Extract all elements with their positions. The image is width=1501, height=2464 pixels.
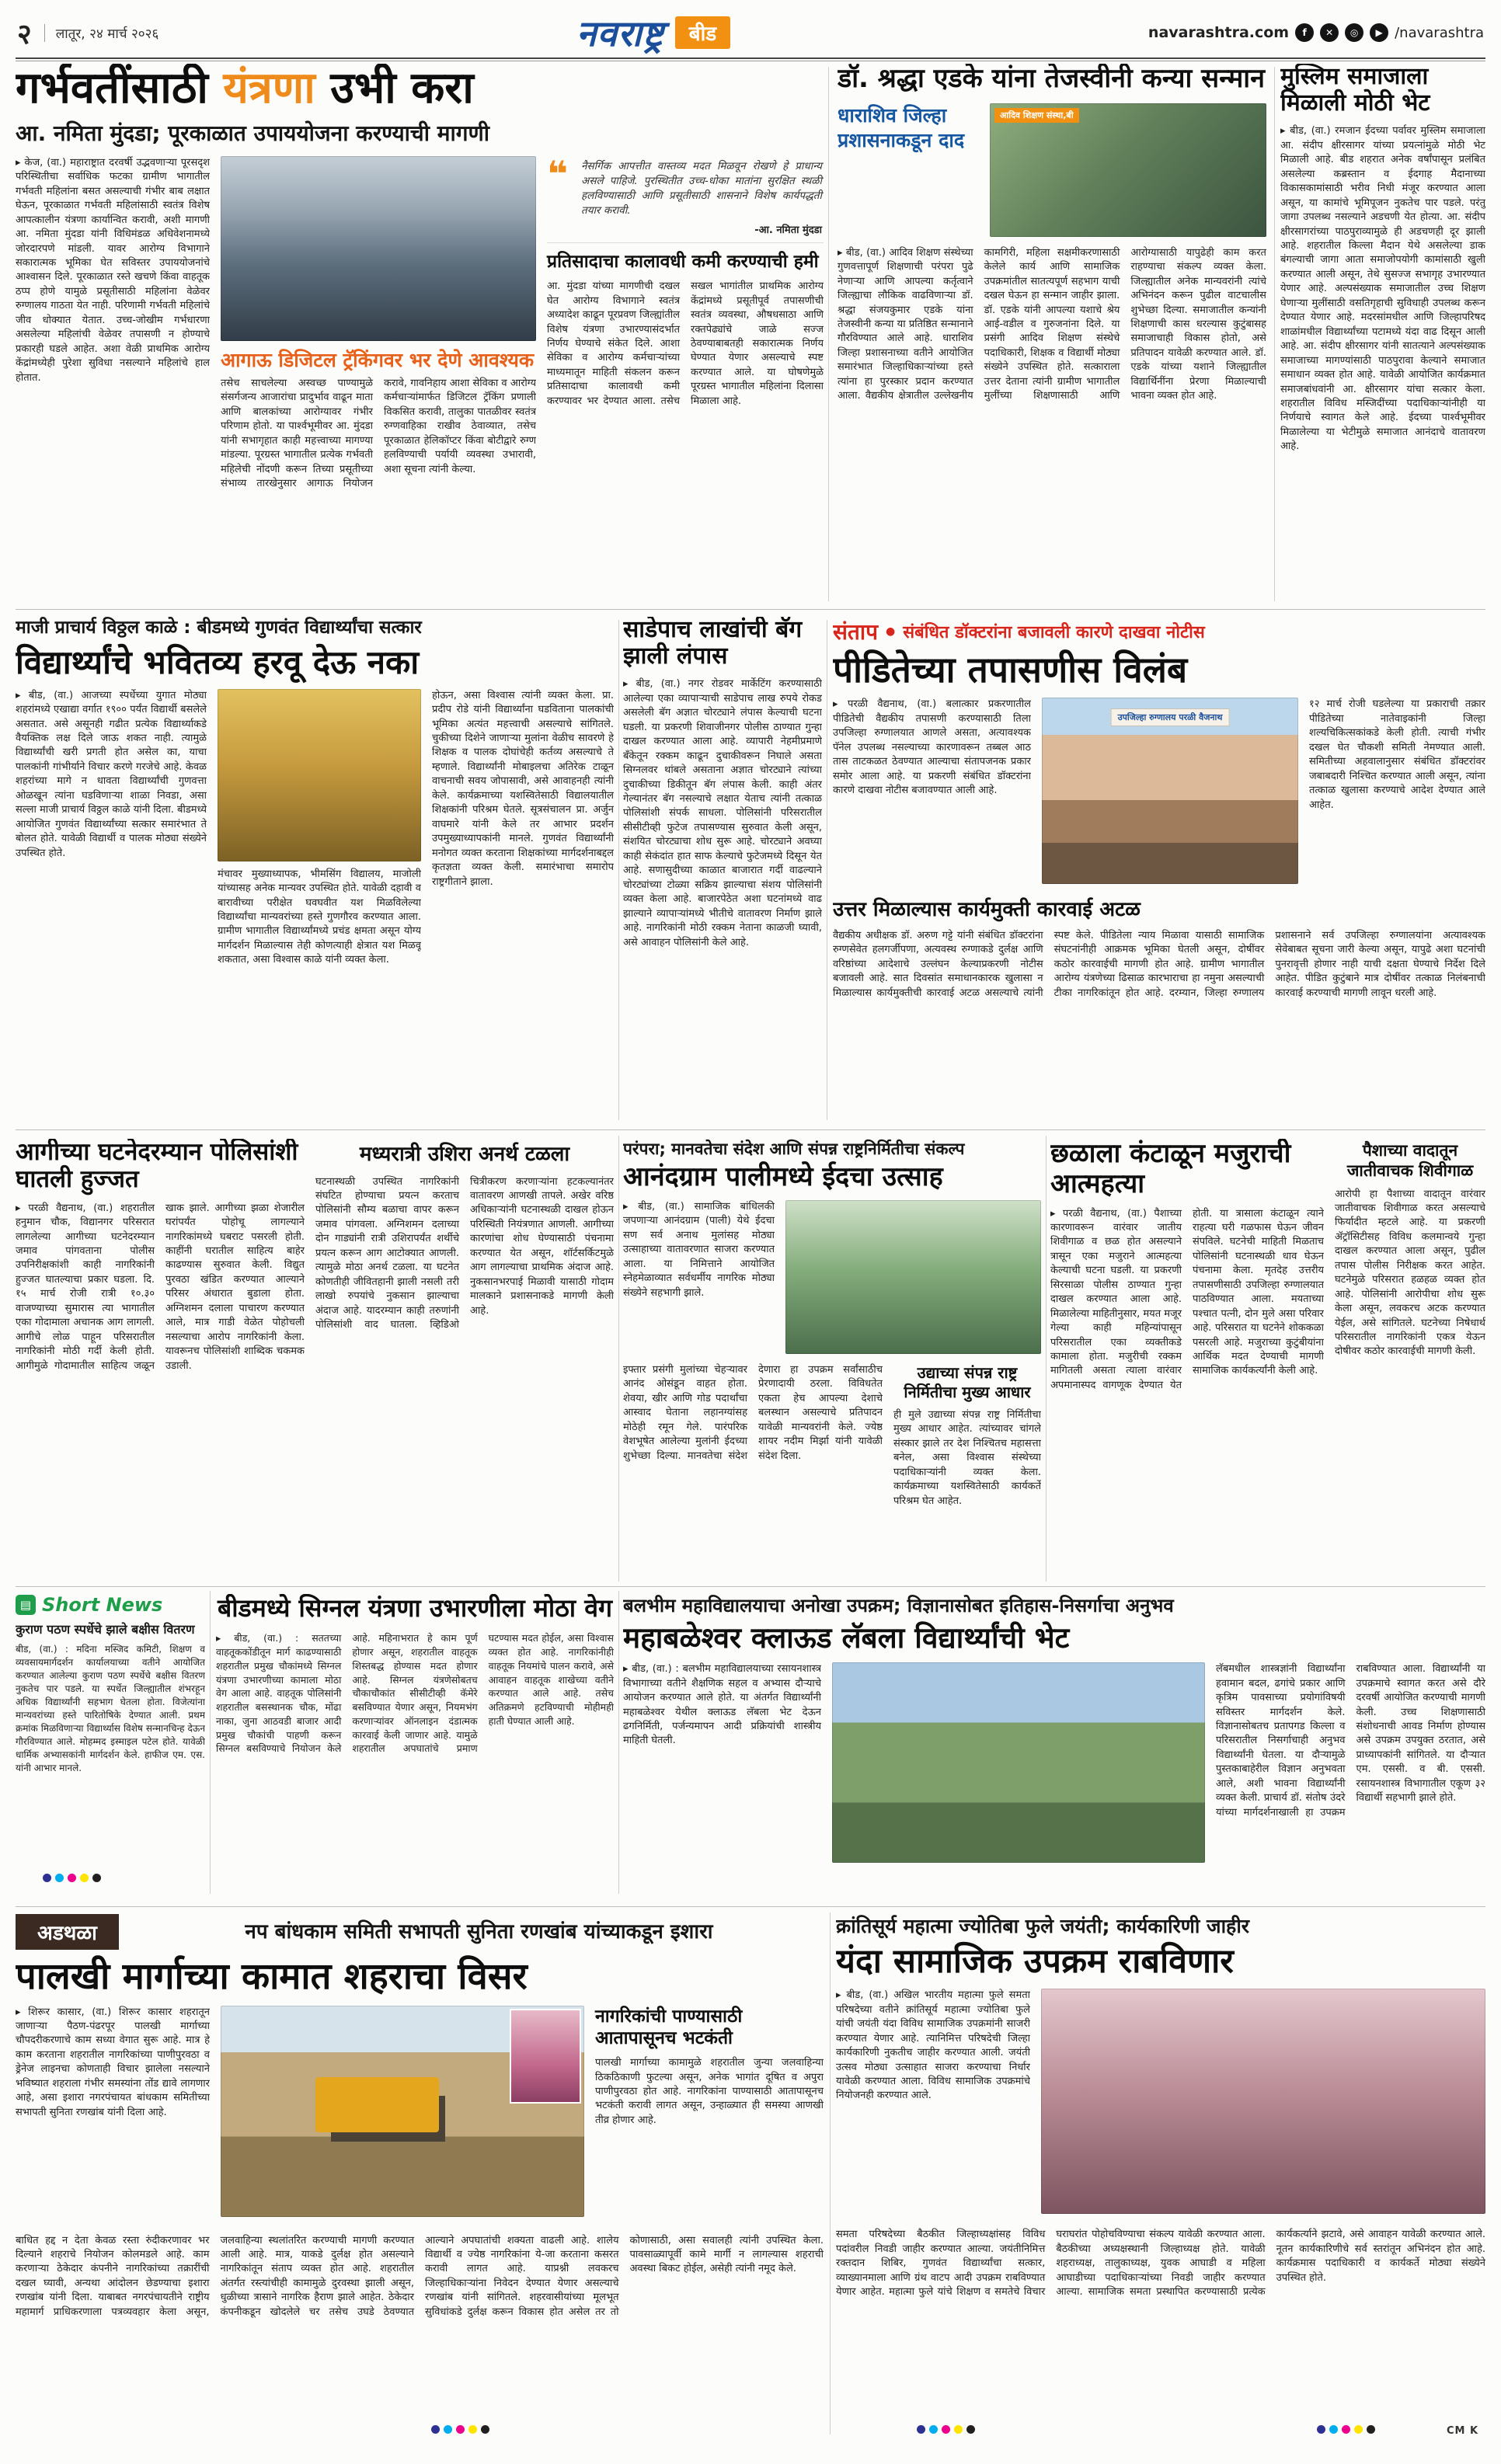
social-handle: /navarashtra (1395, 24, 1484, 41)
suicide-subhead: पैशाच्या वादातून जातीवाचक शिवीगाळ (1346, 1141, 1474, 1181)
article-palkhi (16, 1914, 824, 2439)
tejaswini-body: ▸ बीड, (वा.) आदिव शिक्षण संस्थेच्या गुणवत्तापूर्ण शिक्षणाची परंपरा पुढे नेणाऱ्या आणि आपल्या कर्तृत्वाने जिल्ह्याचा लौकिक वाढविणाऱ्या डॉ. श्रद्धा संजयकुमार एडके यांना तेजस्वीनी कन्या या प्रतिष्ठित सन्मानाने गौरविण्यात आले आहे. धाराशिव जिल्हा प्रशासनाच्या वतीने आयोजित समारंभात जिल्हाधिकाऱ्यांच्या हस्ते त्यांना हा पुरस्कार प्रदान करण्यात आला. वैद्यकीय क्षेत्रातील उल्लेखनीय कामगिरी, महिला सक्षमीकरणासाठी केलेले कार्य आणि सामाजिक उपक्रमांतील सातत्यपूर्ण सहभाग याची दखल घेऊन हा सन्मान जाहीर झाला. डॉ. एडके यांनी आपल्या यशाचे श्रेय आई-वडील व गुरुजनांना दिले. या प्रसंगी आदिव शिक्षण संस्थेचे पदाधिकारी, शिक्षक व विद्यार्थी मोठ्या संख्येने उपस्थित होते. सत्काराला उत्तर देताना त्यांनी ग्रामीण भागातील मुलींच्या शिक्षणासाठी आणि आरोग्यासाठी यापुढेही काम करत राहण्याचा संकल्प व्यक्त केला. जिल्ह्यातील अनेक मान्यवरांनी त्यांचे अभिनंदन करून पुढील वाटचालीस शुभेच्छा दिल्या. समाजातील कन्यांनी शिक्षणाची कास धरल्यास कुटुंबासह समाजाचाही विकास होतो, असे प्रतिपादन यावेळी करण्यात आले. डॉ. एडके यांच्या यशाने जिल्ह्यातील विद्यार्थिनींना प्रेरणा मिळाल्याची भावना व्यक्त होत आहे. (838, 246, 1266, 402)
photo-label: आदिव शिक्षण संस्था,बी (994, 108, 1079, 123)
suicide-headline: छळाला कंटाळून मजुराची आत्महत्या (1050, 1139, 1291, 1199)
lead-body-2: तसेच साचलेल्या अस्वच्छ पाण्यामुळे संसर्गजन्य आजारांचा प्रादुर्भाव वाढून माता आणि बालकांच्या आरोग्यावर गंभीर परिणाम होतो. या पार्श्वभूमीवर आ. मुंदडा यांनी सभागृहात काही महत्त्वाच्या मागण्या मांडल्या. पूरग्रस्त भागातील प्रत्येक गर्भवती महिलेची नोंदणी करून तिच्या प्रसूतीच्या संभाव्य तारखेनुसार आगाऊ नियोजन करावे, गावनिहाय आशा सेविका व आरोग्य कर्मचाऱ्यांमार्फत डिजिटल ट्रॅकिंग प्रणाली विकसित करावी, तालुका पातळीवर स्वतंत्र रुग्णवाहिका राखीव ठेवाव्यात, तसेच पूरकाळात हेलिकॉप्टर किंवा बोटीद्वारे रुग्ण हलविण्याची पर्यायी व्यवस्था उभारावी, अशा सूचना त्यांनी केल्या. (221, 377, 536, 489)
phule-body-2: समता परिषदेच्या बैठकीत जिल्हाध्यक्षांसह विविध पदांवरील निवडी जाहीर करण्यात आल्या. जयंतीनिमित्त रक्तदान शिबिर, गुणवंत विद्यार्थ्यांचा सत्कार, व्याख्यानमाला आणि ग्रंथ वाटप आदी उपक्रम राबविण्यात येणार आहेत. महात्मा फुले यांचे शिक्षण व समतेचे विचार घराघरांत पोहोचविण्याचा संकल्प यावेळी करण्यात आला. बैठकीच्या अध्यक्षस्थानी जिल्हाध्यक्ष होते. यावेळी शहराध्यक्ष, तालुकाध्यक्ष, युवक आघाडी व महिला आघाडीच्या पदाधिकाऱ्यांच्या निवडी जाहीर करण्यात आल्या. सामाजिक समता प्रस्थापित करण्यासाठी प्रत्येक कार्यकर्त्याने झटावे, असे आवाहन यावेळी करण्यात आले. नूतन कार्यकारिणीचे सर्व स्तरांतून अभिनंदन होत आहे. कार्यक्रमास पदाधिकारी व कार्यकर्ते मोठ्या संख्येने उपस्थित होते. (836, 2229, 1485, 2299)
official-portrait-photo (510, 2009, 581, 2104)
article-students (16, 617, 614, 1122)
lead-headline: गर्भवतींसाठी यंत्रणा उभी करा (16, 64, 474, 113)
print-dots (1317, 2425, 1375, 2434)
column-divider (828, 67, 829, 601)
muslim-headline: मुस्लिम समाजाला मिळाली मोठी भेट (1280, 64, 1430, 117)
facebook-icon: f (1295, 23, 1314, 42)
students-middle-col (218, 689, 421, 1105)
phule-group-photo (1041, 1989, 1485, 2214)
instagram-icon: ◎ (1345, 23, 1363, 42)
palkhi-kicker: नप बांधकाम समिती सभापती सुनिता रणखांब यांच्याकडून इशारा (245, 1919, 713, 1944)
page-header (17, 12, 1484, 53)
construction-photo (221, 2006, 584, 2217)
cloudlab-group-photo (832, 1662, 1205, 1863)
section-rule (16, 1586, 1485, 1587)
article-cloudlab (623, 1594, 1485, 1898)
victim-body-2: १२ मार्च रोजी घडलेल्या या प्रकाराची तक्रार पीडितेच्या नातेवाइकांनी जिल्हा शल्यचिकित्सकांकडे केली होती. त्याची गंभीर दखल घेत चौकशी समिती नेमण्यात आली. समितीच्या अहवालानुसार संबंधित डॉक्टरांवर जबाबदारी निश्चित करण्यात आली असून, त्यांना तत्काळ खुलासा करण्याचे आदेश देण्यात आले आहेत. (1309, 698, 1485, 811)
fire-subhead: मध्यरात्री उशिरा अनर्थ टळला (359, 1143, 570, 1166)
print-dots (917, 2425, 975, 2434)
edition-badge: बीड (675, 16, 731, 49)
phule-headline: यंदा सामाजिक उपक्रम राबविणार (836, 1942, 1234, 1982)
eid-body-3: ही मुले उद्याच्या संपन्न राष्ट्र निर्मितीचा मुख्य आधार आहेत. त्यांच्यावर चांगले संस्कार झाले तर देश निश्चितच महासत्ता बनेल, असा विश्वास संस्थेच्या पदाधिकाऱ्यांनी व्यक्त केला. कार्यक्रमाच्या यशस्वितेसाठी कार्यकर्ते परिश्रम घेत आहेत. (893, 1409, 1041, 1507)
article-eid (623, 1139, 1041, 1578)
dateline: लातूर, २४ मार्च २०२६ (44, 24, 159, 42)
victim-kicker-row (833, 617, 1485, 646)
muslim-body: ▸ बीड, (वा.) रमजान ईदच्या पर्वावर मुस्लिम समाजाला आ. संदीप क्षीरसागर यांच्या प्रयत्नांमुळे मोठी भेट मिळाली आहे. बीड शहरात अनेक वर्षांपासून प्रलंबित असलेल्या कब्रस्तान व ईदगाह मैदानाच्या विकासकामांसाठी भरीव निधी मंजूर करण्यात आला असून, या कामांचे भूमिपूजन नुकतेच पार पडले. परंतु जागा उपलब्ध नसल्याने अडचणी येत होत्या. आ. संदीप क्षीरसागरांच्या पाठपुराव्यामुळे ही अडचणही दूर झाली आहे. शहरातील किल्ला मैदान येथे असलेल्या डाक बंगल्याची जागा आता समाजोपयोगी कामांसाठी खुली करण्यात आली असून, तेथे सुसज्ज सभागृह उभारण्यात येणार आहे. अल्पसंख्याक समाजातील उच्च शिक्षण घेणाऱ्या मुलींसाठी वसतिगृहाची सुविधाही उपलब्ध करून देण्यात येणार आहे. मदरसांमधील आणि जिल्हापरिषद शाळांमधील विद्यार्थ्यांच्या पटामध्ये यंदा वाढ दिसून आली आहे. आ. संदीप क्षीरसागर यांनी सातत्याने अल्पसंख्याक समाजाच्या मागण्यांसाठी पाठपुरावा केल्याने समाजात समाधान व्यक्त होत आहे. यावेळी आयोजित कार्यक्रमात समाजबांधवांनी आ. क्षीरसागर यांचा सत्कार केला. शहरातील विविध मस्जिदींच्या पदाधिकाऱ्यांनीही या निर्णयाचे स्वागत केले आहे. ईदच्या पार्श्वभूमीवर मिळालेल्या या भेटीमुळे समाजात आनंदाचे वातावरण आहे. (1280, 125, 1485, 453)
lead-middle-col (221, 156, 536, 588)
signal-body: ▸ बीड, (वा.) : सततच्या वाहतूककोंडीतून मार्ग काढण्यासाठी शहरातील प्रमुख चौकांमध्ये सिग्नल यंत्रणा उभारणीच्या कामाला मोठा वेग आला आहे. वाहतूक पोलिसांनी शहरातील बसस्थानक चौक, मोंढा नाका, जुना आठवडी बाजार आदी प्रमुख चौकांची पाहणी करून सिग्नल बसविण्याचे नियोजन केले आहे. महिनाभरात हे काम पूर्ण होणार असून, शहरातील वाहतूक शिस्तबद्ध होण्यास मदत होणार आहे. सिग्नल यंत्रणेसोबतच चौकाचौकांत सीसीटीव्ही कॅमेरे बसविण्यात येणार असून, नियमभंग करणाऱ्यांवर ऑनलाइन दंडात्मक कारवाई केली जाणार आहे. यामुळे शहरातील अपघातांचे प्रमाण घटण्यास मदत होईल, असा विश्वास व्यक्त होत आहे. नागरिकांनीही वाहतूक नियमांचे पालन करावे, असे आवाहन वाहतूक शाखेच्या वतीने करण्यात आले आहे. तसेच अतिक्रमणे हटविण्याची मोहीमही हाती घेण्यात आली आहे. (216, 1632, 614, 1755)
signal-headline: बीडमध्ये सिग्नल यंत्रणा उभारणीला मोठा वेग (217, 1594, 613, 1623)
short-news-body: बीड, (वा.) : मदिना मस्जिद कमिटी, शिक्षण व व्यवसायमार्गदर्शन कार्यालयाच्या वतीने आयोजित करण्यात आलेल्या कुराण पठण स्पर्धेचे बक्षीस वितरण नुकतेच पार पडले. या स्पर्धेत जिल्ह्यातील शंभरहून अधिक विद्यार्थ्यांनी सहभाग घेतला होता. विजेत्यांना मान्यवरांच्या हस्ते पारितोषिके देण्यात आली. प्रथम क्रमांक मिळविणाऱ्या विद्यार्थ्यास विशेष सन्मानचिन्ह देऊन गौरविण्यात आले. मोहम्मद इस्माइल पटेल होते. यावेळी धार्मिक अभ्यासकांनी मार्गदर्शन केले. हाफीज एम. एस. यांनी आभार मानले. (16, 1643, 205, 1774)
section-rule (16, 1129, 1485, 1130)
tejaswini-kicker: धाराशिव जिल्हा प्रशासनाकडून दाद (838, 103, 965, 152)
excavator-shape (315, 2077, 439, 2132)
column-divider (210, 1591, 211, 1894)
students-body-1: ▸ बीड, (वा.) आजच्या स्पर्धेच्या युगात मोठ्या शहरांमध्ये एखाद्या वर्गात १९०० पर्यंत विद्यार्थी बसलेले असतात. असे असूनही गढीत प्रत्येक विद्यार्थ्याकडे वैयक्तिक लक्ष दिले जाऊ शकत नाही. त्यामुळे विद्यार्थ्यांची खरी प्रगती होत असेल का, याचा पालकांनी गांभीर्याने विचार करणे गरजेचे आहे. केवळ शहरांच्या मागे न धावता विद्यार्थ्यांची गुणवत्ता ओळखून त्यांना घडविणाऱ्या शाळा निवडा, असा सल्ला माजी प्राचार्य विठ्ठल काळे यांनी दिला. बीडमध्ये आयोजित गुणवंत विद्यार्थ्यांच्या सत्कार समारंभात ते बोलत होते. यावेळी विद्यार्थी व पालक मोठ्या संख्येने उपस्थित होते. (16, 689, 207, 859)
column-divider (618, 1591, 619, 1894)
lead-subhead-3: प्रतिसादाचा कालावधी कमी करण्याची हमी (547, 252, 819, 273)
lead-body-3: आ. मुंदडा यांच्या मागणीची दखल घेत आरोग्य विभागाने स्वतंत्र अध्यादेश काढून पूरप्रवण जिल्ह्यांतील विशेष यंत्रणा उभारण्यासंदर्भात निर्णय घेण्याचे संकेत दिले. आशा सेविका व आरोग्य कर्मचाऱ्यांच्या माध्यमातून माहिती संकलन करून प्रतिसादाचा कालावधी कमी करण्यावर भर देण्यात आला. तसेच सखल भागांतील प्राथमिक आरोग्य केंद्रांमध्ये प्रसूतीपूर्व तपासणीची स्वतंत्र व्यवस्था, औषधसाठा आणि रक्तपेढ्यांचे जाळे सज्ज ठेवण्याबाबतही सकारात्मक निर्णय घेण्यात येणार असल्याचे स्पष्ट करण्यात आले. या घोषणेमुळे पूरग्रस्त भागातील महिलांना दिलासा मिळाला आहे. (547, 280, 824, 407)
x-icon: ✕ (1320, 23, 1339, 42)
felicitation-photo (990, 103, 1266, 237)
palkhi-body-1: ▸ शिरूर कासार, (वा.) शिरूर कासार शहरातून जाणाऱ्या पैठण-पंढरपूर पालखी मार्गाच्या चौपदरीकरणाचे काम सध्या वेगात सुरू आहे. मात्र हे काम करताना शहरातील नागरिकांच्या पाणीपुरवठा व ड्रेनेज लाइनचा कोणताही विचार झालेला नसल्याने भविष्यात शहराला गंभीर समस्यांना तोंड द्यावे लागणार आहे, असा इशारा नगरपंचायत बांधकाम समितीच्या सभापती सुनिता रणखांब यांनी दिला आहे. (16, 2006, 210, 2118)
page-number: २ (17, 18, 32, 50)
phule-body-1: ▸ बीड, (वा.) अखिल भारतीय महात्मा फुले समता परिषदेच्या वतीने क्रांतिसूर्य महात्मा ज्योतिबा फुले यांची जयंती यंदा विविध सामाजिक उपक्रमांनी साजरी करण्यात येणार आहे. त्यानिमित्त परिषदेची जिल्हा कार्यकारिणी नुकतीच जाहीर करण्यात आली. जयंती उत्सव मोठ्या उत्साहात साजरा करण्याचा निर्धार यावेळी करण्यात आला. विविध सामाजिक उपक्रमांचे नियोजनही करण्यात आले. (836, 1989, 1030, 2102)
article-tejaswini (838, 64, 1266, 603)
cloudlab-kicker: बलभीम महाविद्यालयाचा अनोखा उपक्रम; विज्ञानासोबत इतिहास-निसर्गाचा अनुभव (623, 1595, 1174, 1617)
short-news-heading: कुराण पठण स्पर्धेचे झाले बक्षीस वितरण (16, 1622, 195, 1637)
students-body-3: होऊन, असा विश्वास त्यांनी व्यक्त केला. प्रा. प्रदीप रोडे यांनी विद्यार्थ्यांना घडविताना पालकांची भूमिका अत्यंत महत्त्वाची असल्याचे सांगितले. चुकीच्या दिशेने जाणाऱ्या मुलांना वेळीच सावरणे हे शिक्षक व पालक दोघांचेही कर्तव्य असल्याचे ते म्हणाले. विद्यार्थ्यांनी मोबाइलचा अतिरेक टाळून वाचनाची सवय जोपासावी, असे आवाहनही त्यांनी केले. कार्यक्रमाच्या यशस्वितेसाठी विद्यालयातील शिक्षकांनी परिश्रम घेतले. सूत्रसंचालन प्रा. अर्जुन वाघमारे यांनी केले तर आभार प्रदर्शन उपमुख्याध्यापकांनी मानले. गुणवंत विद्यार्थ्यांनी मनोगत व्यक्त करताना शिक्षकांच्या मार्गदर्शनाबद्दल कृतज्ञता व्यक्त केली. समारंभाचा समारोप राष्ट्रगीताने झाला. (432, 689, 614, 888)
print-dots (431, 2425, 489, 2434)
suicide-body-1: ▸ परळी वैद्यनाथ, (वा.) पैशाच्या कारणावरून वारंवार जातीय शिवीगाळ व छळ होत असल्याने त्रासून एका मजुराने आत्महत्या केल्याची घटना घडली. या प्रकरणी सिरसाळा पोलीस ठाण्यात गुन्हा दाखल करण्यात आला आहे. मिळालेल्या माहितीनुसार, मयत मजूर गेल्या काही महिन्यांपासून परिसरातील एका व्यक्तीकडे कामाला होता. मजुरीची रक्कम मागितली असता त्याला वारंवार अपमानास्पद वागणूक देण्यात येत होती. या त्रासाला कंटाळून त्याने राहत्या घरी गळफास घेऊन जीवन संपविले. घटनेची माहिती मिळताच पोलिसांनी घटनास्थळी धाव घेऊन पंचनामा केला. मृतदेह उत्तरीय तपासणीसाठी उपजिल्हा रुग्णालयात पाठविण्यात आला. मयताच्या पश्चात पत्नी, दोन मुले असा परिवार आहे. परिसरात या घटनेने शोककळा पसरली आहे. मजुराच्या कुटुंबीयांना आर्थिक मदत देण्याची मागणी सामाजिक कार्यकर्त्यांनी केली आहे. (1050, 1207, 1324, 1391)
hospital-photo (1042, 698, 1298, 884)
obstacle-label: अडथळा (16, 1914, 119, 1950)
suicide-body-3: आरोपी हा पैशाच्या वादातून वारंवार जातीवाचक शिवीगाळ करत असल्याचे फिर्यादीत म्हटले आहे. या प्रकरणी ॲट्रॉसिटीसह विविध कलमान्वये गुन्हा दाखल करण्यात आला असून, पुढील तपास पोलीस निरीक्षक करत आहेत. घटनेमुळे परिसरात हळहळ व्यक्त होत आहे. पोलिसांनी आरोपीचा शोध सुरू केला असून, लवकरच अटक करण्यात येईल, असे सांगितले. घटनेच्या निषेधार्थ परिसरातील नागरिकांनी एकत्र येऊन दोषीवर कठोर कारवाईची मागणी केली. (1335, 1188, 1485, 1358)
eid-headline: आनंदग्राम पालीमध्ये ईदचा उत्साह (623, 1161, 943, 1193)
section-rule (16, 609, 1485, 610)
column-divider (618, 620, 619, 1120)
cloudlab-body-2: लॅबमधील शास्त्रज्ञांनी विद्यार्थ्यांना हवामान बदल, ढगांचे प्रकार आणि कृत्रिम पावसाच्या प्रयोगांविषयी सविस्तर मार्गदर्शन केले. विज्ञानासोबतच प्रतापगड किल्ला व परिसरातील निसर्गाचाही अनुभव विद्यार्थ्यांनी घेतला. या दौऱ्यामुळे पुस्तकाबाहेरील विज्ञान अनुभवता आले, अशी भावना विद्यार्थ्यांनी व्यक्त केली. प्राचार्य डॉ. संतोष उंदरे यांच्या मार्गदर्शनाखाली हा उपक्रम राबविण्यात आला. विद्यार्थ्यांनी या उपक्रमाचे स्वागत करत असे दौरे दरवर्षी आयोजित करण्याची मागणी केली. उच्च शिक्षणासाठी संशोधनाची आवड निर्माण होण्यास असे उपक्रम उपयुक्त ठरतात, असे प्राध्यापकांनी सांगितले. या दौऱ्यात एम. एससी. व बी. एससी. रसायनशास्त्र विभागातील एकूण ३२ विद्यार्थी सहभागी झाले होते. (1216, 1663, 1485, 1818)
fire-headline: आगीच्या घटनेदरम्यान पोलिसांशी घातली हुज्जत (16, 1139, 298, 1194)
masthead-wrap (158, 9, 1148, 57)
palkhi-header-row (16, 1914, 824, 1950)
website-text: navarashtra.com (1148, 24, 1290, 41)
victim-subhead: उत्तर मिळाल्यास कार्यमुक्ती कारवाई अटळ (833, 898, 1141, 922)
article-muslim (1280, 64, 1485, 603)
eid-body-2: इफ्तार प्रसंगी मुलांच्या चेहऱ्यावर आनंद ओसंडून वाहत होता. शेवया, खीर आणि गोड पदार्थांचा आस्वाद घेताना लहानग्यांसह मोठेही रमून गेले. पारंपरिक वेशभूषेत आलेल्या मुलांनी ईदच्या शुभेच्छा दिल्या. मानवतेचा संदेश देणारा हा उपक्रम सर्वांसाठीच प्रेरणादायी ठरला. विविधतेत एकता हेच आपल्या देशाचे बलस्थान असल्याचे प्रतिपादन यावेळी मान्यवरांनी केले. ज्येष्ठ शायर नदीम मिर्झा यांनी यावेळी संदेश दिला. (623, 1364, 883, 1462)
article-signal (216, 1594, 614, 1898)
eid-body-1: ▸ बीड, (वा.) सामाजिक बांधिलकी जपणाऱ्या आनंदग्राम (पाली) येथे ईदचा सण सर्व अनाथ मुलांसह मोठ्या उत्साहाच्या वातावरणात साजरा करण्यात आला. या निमित्ताने आयोजित स्नेहमेळाव्यात सर्वधर्मीय नागरिक मोठ्या संख्येने सहभागी झाले. (623, 1201, 775, 1299)
eid-right-col (893, 1363, 1041, 1571)
fire-body-2: घटनास्थळी उपस्थित नागरिकांनी संघटित होण्याचा प्रयत्न करताच पोलिसांनी सौम्य बळाचा वापर करून जमाव पांगवला. अग्निशमन दलाच्या दोन गाड्यांनी रात्री उशिरापर्यंत शर्थीचे प्रयत्न करून आग आटोक्यात आणली. त्यामुळे मोठा अनर्थ टळला. या घटनेत कोणतीही जीवितहानी झाली नसली तरी लाखो रुपयांचे नुकसान झाल्याचा अंदाज आहे. यादरम्यान काही तरुणांनी पोलिसांशी वाद घातला. व्हिडिओ चित्रीकरण करणाऱ्यांना हटकल्यानंतर वातावरण आणखी तापले. अखेर वरिष्ठ अधिकाऱ्यांनी घटनास्थळी दाखल होऊन परिस्थिती नियंत्रणात आणली. आगीच्या कारणांचा शोध घेण्यासाठी पंचनामा करण्यात येत असून, शॉर्टसर्किटमुळे आग लागल्याचा प्राथमिक अंदाज आहे. नुकसानभरपाई मिळावी यासाठी गोदाम मालकाने प्रशासनाकडे मागणी केली आहे. (315, 1175, 614, 1331)
eid-kicker: परंपरा; मानवतेचा संदेश आणि संपन्न राष्ट्रनिर्मितीचा संकल्प (623, 1140, 965, 1158)
short-news-box (16, 1594, 205, 1898)
article-bag-theft (623, 617, 822, 1122)
quote-attribution: -आ. नमिता मुंदडा (754, 224, 822, 237)
phule-kicker: क्रांतिसूर्य महात्मा ज्योतिबा फुले जयंती; कार्यकारिणी जाहीर (836, 1915, 1250, 1937)
article-victim-delay (833, 617, 1485, 1122)
students-body-2: मंचावर मुख्याध्यापक, भीमसिंग विद्यालय, माजोली यांच्यासह अनेक मान्यवर उपस्थित होते. यावेळी दहावी व बारावीच्या परीक्षेत घवघवीत यश मिळविलेल्या विद्यार्थ्यांचा मान्यवरांच्या हस्ते गुणगौरव करण्यात आला. ग्रामीण भागातील विद्यार्थ्यांमध्ये प्रचंड क्षमता असून योग्य मार्गदर्शन मिळाल्यास तेही कोणत्याही क्षेत्रात यश मिळवू शकतात, असा विश्वास काळे यांनी व्यक्त केला. (218, 868, 421, 966)
short-news-title: Short News (42, 1594, 163, 1616)
headline-highlight: यंत्रणा (223, 64, 315, 113)
hospital-sign: उपजिल्हा रुग्णालय परळी वैजनाथ (1111, 708, 1230, 726)
santap-label: संताप (833, 619, 879, 645)
youtube-icon: ▶ (1370, 23, 1388, 42)
cloudlab-body-1: ▸ बीड, (वा.) : बलभीम महाविद्यालयाच्या रसायनशास्त्र विभागाच्या वतीने शैक्षणिक सहल व अभ्यास दौऱ्याचे आयोजन करण्यात आले होते. या अंतर्गत विद्यार्थ्यांनी महाबळेश्वर येथील क्लाऊड लॅबला भेट देऊन ढगनिर्मिती, पर्जन्यमापन आदी प्रक्रियांची शास्त्रीय माहिती घेतली. (623, 1663, 821, 1747)
section-rule (16, 1906, 1485, 1907)
palkhi-headline: पालखी मार्गाच्या कामात शहराचा विसर (16, 1955, 528, 1998)
bag-headline: साडेपाच लाखांची बॅग झाली लंपास (623, 617, 803, 670)
cloudlab-headline: महाबळेश्वर क्लाऊड लॅबला विद्यार्थ्यांची भेट (623, 1621, 1070, 1655)
fire-left-col (16, 1139, 305, 1578)
fire-right-col (315, 1139, 614, 1578)
article-phule (836, 1914, 1485, 2439)
felicitation-event-photo (218, 689, 421, 861)
lead-right-col (547, 152, 824, 588)
column-divider (830, 1912, 831, 2434)
column-divider (1274, 67, 1275, 601)
masthead: नवराष्ट्र (576, 12, 664, 54)
palkhi-body-sub: पालखी मार्गाच्या कामामुळे शहरातील जुन्या जलवाहिन्या ठिकठिकाणी फुटल्या असून, अनेक भागांत दूषित व अपुरा पाणीपुरवठा होत आहे. नागरिकांना पाण्यासाठी आतापासूनच भटकंती करावी लागत असून, उन्हाळ्यात ही समस्या आणखी तीव्र होणार आहे. (595, 2057, 824, 2126)
victim-headline: पीडितेच्या तपासणीस विलंब (833, 649, 1188, 691)
lead-body-1: ▸ केज, (वा.) महाराष्ट्रात दरवर्षी उद्भवणाऱ्या पूरसदृश परिस्थितीचा सर्वाधिक फटका ग्रामीण भागातील गर्भवती महिलांना बसत असल्याची गंभीर बाब लक्षात घेऊन, पूरकाळात गर्भवती महिलांसाठी स्वतंत्र विशेष आपत्कालीन यंत्रणा कार्यान्वित करावी, अशी मागणी आ. नमिता मुंदडा यांनी विधिमंडळ अधिवेशनामध्ये जोरदारपणे मांडली. यावर आरोग्य विभागाने सकारात्मक भूमिका घेत सविस्तर उपाययोजनांचे आश्वासन दिले. पूरकाळात रस्ते खचणे किंवा वाहतूक ठप्प होणे यामुळे प्रसूतीसाठी महिलांना वेळेवर रुग्णालय गाठता येत नाही. परिणामी गर्भवती महिलांचे जीव धोक्यात येतात. उच्च-जोखीम गर्भधारणा असलेल्या महिलांची वेळेवर तपासणी न होण्याचे प्रकारही घडले आहेत. अशा वेळी प्राथमिक आरोग्य केंद्रांमध्येही पुरेशा सुविधा नसल्याने महिलांचे हाल होतात. (16, 156, 210, 384)
bullet-icon: ● (886, 625, 896, 638)
tejaswini-headline: डॉ. श्रद्धा एडके यांना तेजस्वीनी कन्या सन्मान (838, 64, 1265, 94)
quote-box (547, 152, 824, 244)
header-rule (16, 57, 1485, 61)
students-kicker: माजी प्राचार्य विठ्ठल काळे : बीडमध्ये गुणवंत विद्यार्थ्यांचा सत्कार (16, 618, 422, 638)
quote-text: नैसर्गिक आपत्तीत वास्तव्य मदत मिळवून रोखणे हे प्राधान्य असले पाहिजे. पुरस्थितीत उच्च-धोका मातांना सुरक्षित स्थळी हलविण्यासाठी आणि प्रसूतीसाठी शासनाने विशेष कार्यपद्धती तयार करावी. (581, 159, 822, 218)
victim-kicker: संबंधित डॉक्टरांना बजावली कारणे दाखवा नोटीस (903, 623, 1205, 642)
quote-icon: ❝ (547, 152, 568, 195)
palkhi-subhead: नागरिकांची पाण्यासाठी आतापासूनच भटकंती (595, 2006, 743, 2049)
bag-body: ▸ बीड, (वा.) नगर रोडवर मार्केटिंग करण्यासाठी आलेल्या एका व्यापाऱ्याची साडेपाच लाख रुपये रोकड असलेली बॅग अज्ञात चोरट्याने लंपास केल्याची घटना घडली. या प्रकरणी शिवाजीनगर पोलीस ठाण्यात गुन्हा दाखल करण्यात आला आहे. व्यापारी नेहमीप्रमाणे बँकेतून रक्कम काढून दुचाकीवरून निघाले असता सिग्नलवर थांबले असताना अज्ञात चोरट्याने त्यांच्या दुचाकीच्या डिकीतून बॅग लंपास केली. काही अंतर गेल्यानंतर बॅग नसल्याचे लक्षात येताच त्यांनी तत्काळ पोलिसांशी संपर्क साधला. पोलिसांनी परिसरातील सीसीटीव्ही फुटेज तपासण्यास सुरुवात केली असून, संशयित चोरट्याचा शोध सुरू आहे. चोरट्याने अवघ्या काही सेकंदांत हात साफ केल्याचे फुटेजमध्ये दिसून येत आहे. सणासुदीच्या काळात बाजारात गर्दी वाढल्याने चोरट्यांच्या टोळ्या सक्रिय झाल्याचा संशय पोलिसांनी व्यक्त केला आहे. बाजारपेठेत अशा घटनांमध्ये वाढ झाल्याने व्यापाऱ्यांमध्ये भीतीचे वातावरण निर्माण झाले आहे. नागरिकांनी मोठी रक्कम नेताना काळजी घ्यावी, असे आवाहन पोलिसांनी केले आहे. (623, 678, 822, 948)
suicide-right-col (1335, 1139, 1485, 1578)
lead-subhead-2: आगाऊ डिजिटल ट्रॅकिंगवर भर देणे आवश्यक (221, 348, 535, 371)
print-dots (43, 1874, 101, 1882)
column-divider (618, 1136, 619, 1582)
palkhi-right-col (595, 2006, 824, 2225)
suicide-left-col (1050, 1139, 1324, 1578)
header-right (1148, 23, 1484, 42)
fire-body-1: ▸ परळी वैद्यनाथ, (वा.) शहरातील हनुमान चौक, विद्यानगर परिसरात लागलेल्या आगीच्या घटनेदरम्यान जमाव पांगवताना पोलीस उपनिरीक्षकांशी काही नागरिकांनी हुज्जत घातल्याचा प्रकार घडला. दि. १५ मार्च रोजी रात्री १०.३० वाजण्याच्या सुमारास त्या भागातील एका गोदामाला अचानक आग लागली. आगीचे लोळ पाहून परिसरातील नागरिकांनी मोठी गर्दी केली होती. आगीमुळे गोदामातील साहित्य जळून खाक झाले. आगीच्या झळा शेजारील घरांपर्यंत पोहोचू लागल्याने नागरिकांमध्ये घबराट पसरली होती. काहींनी घरातील साहित्य बाहेर काढण्यास सुरुवात केली. विद्युत पुरवठा खंडित करण्यात आल्याने परिसर अंधारात बुडाला होता. अग्निशमन दलाला पाचारण करण्यात आले, मात्र गाडी वेळेत पोहोचली नसल्याचा आरोप नागरिकांनी केला. यावरूनच पोलिसांशी शाब्दिक चकमक उडाली. (16, 1202, 305, 1372)
palkhi-body-2: बाधित हद्द न देता केवळ रस्ता रुंदीकरणावर भर दिल्याने शहराचे नियोजन कोलमडले आहे. काम करणाऱ्या ठेकेदार कंपनीने नागरिकांच्या तक्रारींची दखल घ्यावी, अन्यथा आंदोलन छेडण्याचा इशारा रणखांब यांनी दिला. याबाबत नगरपंचायतीने राष्ट्रीय महामार्ग प्राधिकरणाला पत्रव्यवहार केला असून, जलवाहिन्या स्थलांतरित करण्याची मागणी करण्यात आली आहे. मात्र, याकडे दुर्लक्ष होत असल्याने नागरिकांतून संताप व्यक्त होत आहे. शहरातील अंतर्गत रस्त्यांचीही कामामुळे दुरवस्था झाली असून, धुळीच्या त्रासाने नागरिक हैराण झाले आहेत. ठेकेदार कंपनीकडून खोदलेले चर तसेच उघडे ठेवण्यात आल्याने अपघातांची शक्यता वाढली आहे. शालेय विद्यार्थी व ज्येष्ठ नागरिकांना ये-जा करताना कसरत करावी लागत आहे. याप्रश्नी लवकरच जिल्हाधिकाऱ्यांना निवेदन देण्यात येणार असल्याचे रणखांब यांनी सांगितले. शहरवासीयांच्या मूलभूत सुविधांकडे दुर्लक्ष करून विकास होत असेल तर तो कोणासाठी, असा सवालही त्यांनी उपस्थित केला. पावसाळ्यापूर्वी कामे मार्गी न लागल्यास शहराची अवस्था बिकट होईल, असेही त्यांनी नमूद केले. (16, 2234, 824, 2318)
meeting-photo (221, 156, 536, 341)
victim-body-1: ▸ परळी वैद्यनाथ, (वा.) बलात्कार प्रकरणातील पीडितेची वैद्यकीय तपासणी करण्यासाठी तिला उपजिल्हा रुग्णालयात आणले असता, अत्यावश्यक पॅनेल उपलब्ध नसल्याच्या कारणावरून तब्बल आठ तास ताटकळत ठेवण्यात आल्याचा संतापजनक प्रकार समोर आला आहे. या प्रकरणी संबंधित डॉक्टरांना कारणे दाखवा नोटीस बजावण्यात आली आहे. (833, 698, 1031, 797)
short-news-icon: ▤ (16, 1595, 36, 1615)
short-news-label (16, 1594, 205, 1616)
eid-subhead: उद्याच्या संपन्न राष्ट्र निर्मितीचा मुख्य आधार (904, 1363, 1031, 1401)
column-divider (1046, 1136, 1047, 1582)
lead-subhead: आ. नमिता मुंदडा; पूरकाळात उपाययोजना करण्याची मागणी (16, 120, 489, 146)
eid-group-photo (785, 1200, 1041, 1354)
cmyk-mark: CM K (1447, 2425, 1479, 2437)
article-lead (16, 64, 824, 603)
article-fire (16, 1139, 614, 1578)
students-headline: विद्यार्थ्यांचे भवितव्य हरवू देऊ नका (16, 642, 420, 681)
victim-body-3: वैद्यकीय अधीक्षक डॉ. अरुण गट्टे यांनी संबंधित डॉक्टरांना रुग्णसेवेत हलगर्जीपणा, अत्यवस्थ रुग्णाकडे दुर्लक्ष आणि वरिष्ठांच्या आदेशाचे उल्लंघन केल्याप्रकरणी नोटीस बजावली आहे. सात दिवसांत समाधानकारक खुलासा न मिळाल्यास कार्यमुक्तीची कारवाई अटळ असल्याचे त्यांनी स्पष्ट केले. पीडितेला न्याय मिळावा यासाठी सामाजिक संघटनांनीही आक्रमक भूमिका घेतली असून, दोषींवर कठोर कारवाईची मागणी होत आहे. ग्रामीण भागातील आरोग्य यंत्रणेच्या ढिसाळ कारभाराचा हा नमुना असल्याची टीका नागरिकांतून होत आहे. दरम्यान, जिल्हा रुग्णालय प्रशासनाने सर्व उपजिल्हा रुग्णालयांना अत्यावश्यक सेवेबाबत सूचना जारी केल्या असून, यापुढे अशा घटनांची पुनरावृत्ती होणार नाही याची दक्षता घेण्याचे निर्देश दिले आहेत. पीडित कुटुंबाने मात्र दोषींवर तत्काळ निलंबनाची कारवाई करण्याची मागणी लावून धरली आहे. (833, 929, 1485, 999)
article-suicide (1050, 1139, 1485, 1578)
